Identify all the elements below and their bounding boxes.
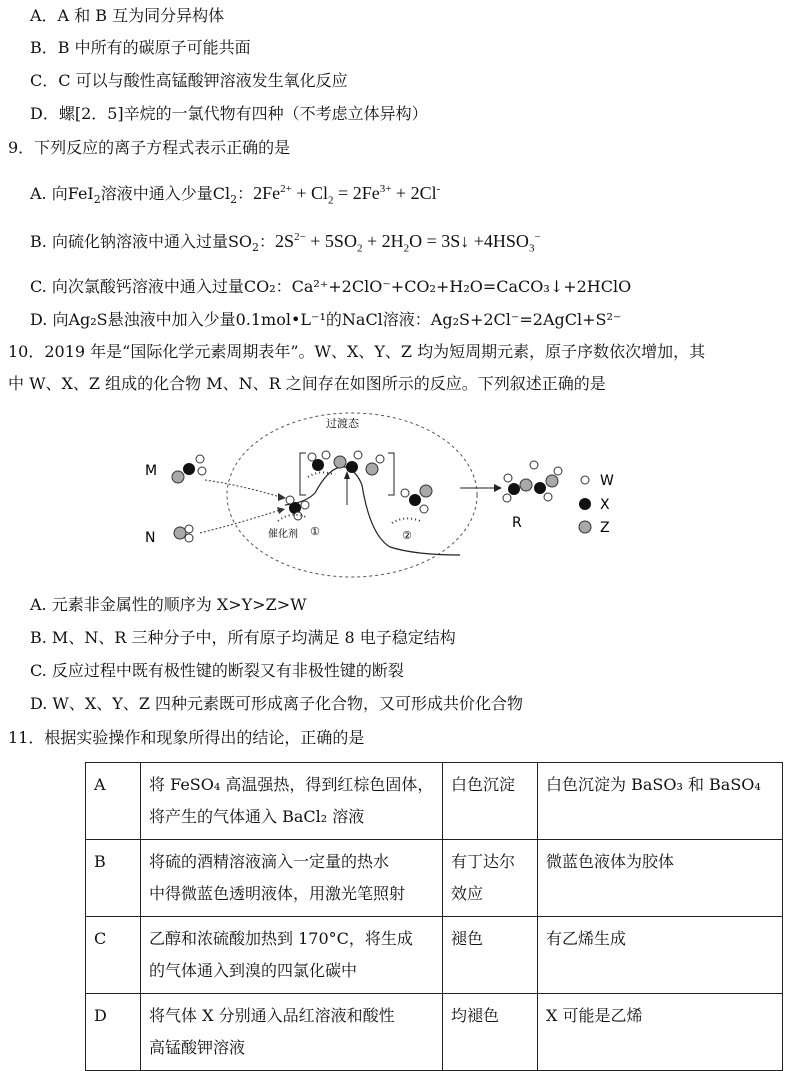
q10-option-b: B. M、N、R 三种分子中，所有原子均满足 8 电子稳定结构	[30, 628, 456, 647]
experiment-table	[85, 762, 783, 1071]
legend	[579, 473, 614, 536]
q10-stem-line1: 10．2019 年是“国际化学元素周期表年”。W、X、Y、Z 均为短周期元素，原子序数依次增加，其	[8, 342, 706, 361]
cell-conclusion: 微蓝色液体为胶体	[538, 840, 783, 917]
q9-equation-a: $2Fe^{2+} + Cl_2 = 2Fe^{3+} + 2Cl^-$	[253, 183, 441, 207]
q9-option-a: A. 向FeI$_2$溶液中通入少量$Cl_2$：$2Fe^{2+} + Cl_2 = 2Fe^{3+} + 2Cl^-$	[30, 183, 441, 207]
q10-option-a: A. 元素非金属性的顺序为 X>Y>Z>W	[30, 595, 307, 614]
q9-equation-b: $2S^{2-} + 5SO_2 + 2H_2O$ = 3S↓ $+4HSO_3^-$	[275, 231, 541, 255]
legend-w: W	[600, 473, 614, 489]
table-row	[86, 840, 783, 917]
cell-option: C	[86, 917, 141, 994]
catalyst-label: 催化剂	[268, 529, 298, 540]
q10-option-c: C. 反应过程中既有极性键的断裂又有非极性键的断裂	[30, 661, 404, 680]
table-row	[86, 917, 783, 994]
legend-z: Z	[600, 520, 610, 536]
q10-option-d: D. W、X、Y、Z 四种元素既可形成离子化合物，又可形成共价化合物	[30, 694, 524, 713]
cell-option: D	[86, 994, 141, 1071]
cell-phenomenon: 白色沉淀	[443, 763, 538, 840]
cell-operation: 将硫的酒精溶液滴入一定量的热水 中得微蓝色透明液体，用激光笔照射	[141, 840, 443, 917]
q9-option-b: B. 向硫化钠溶液中通入过量$SO_2$：$2S^{2-} + 5SO_2 + 2H_2O$ = 3S↓ $+4HSO_3^-$	[30, 231, 541, 255]
label-n: N	[145, 530, 156, 546]
transition-state-label: 过渡态	[326, 417, 359, 430]
reaction-diagram	[130, 405, 650, 585]
cell-option: A	[86, 763, 141, 840]
cell-operation: 乙醇和浓硫酸加热到 170°C，将生成 的气体通入到溴的四氯化碳中	[141, 917, 443, 994]
q8-option-d: D．螺[2．5]辛烷的一氯代物有四种（不考虑立体异构）	[30, 104, 428, 123]
q9-option-c: C. 向次氯酸钙溶液中通入过量CO₂：Ca²⁺+2ClO⁻+CO₂+H₂O=CaCO₃↓+2HClO	[30, 277, 632, 296]
cell-option: B	[86, 840, 141, 917]
q8-option-b: B．B 中所有的碳原子可能共面	[30, 38, 251, 57]
q9-stem: 9．下列反应的离子方程式表示正确的是	[8, 138, 291, 157]
cell-conclusion: 有乙烯生成	[538, 917, 783, 994]
label-r: R	[512, 515, 522, 531]
cell-phenomenon: 有丁达尔 效应	[443, 840, 538, 917]
step1-label: ①	[310, 525, 320, 538]
q10-stem-line2: 中 W、X、Z 组成的化合物 M、N、R 之间存在如图所示的反应。下列叙述正确的是	[8, 374, 606, 393]
cell-conclusion: X 可能是乙烯	[538, 994, 783, 1071]
cell-phenomenon: 均褪色	[443, 994, 538, 1071]
q11-stem: 11．根据实验操作和现象所得出的结论，正确的是	[8, 728, 365, 747]
cell-phenomenon: 褪色	[443, 917, 538, 994]
q8-option-c: C．C 可以与酸性高锰酸钾溶液发生氧化反应	[30, 71, 348, 90]
q8-option-a: A．A 和 B 互为同分异构体	[30, 6, 225, 25]
step2-label: ②	[402, 529, 412, 542]
table-row	[86, 763, 783, 840]
cell-operation: 将 FeSO₄ 高温强热，得到红棕色固体， 将产生的气体通入 BaCl₂ 溶液	[141, 763, 443, 840]
q9-option-d: D. 向Ag₂S悬浊液中加入少量0.1mol•L⁻¹的NaCl溶液：Ag₂S+2Cl⁻=2AgCl+S²⁻	[30, 310, 622, 329]
cell-operation: 将气体 X 分别通入品红溶液和酸性 高锰酸钾溶液	[141, 994, 443, 1071]
label-m: M	[145, 463, 158, 479]
legend-x: X	[600, 497, 610, 513]
cell-conclusion: 白色沉淀为 BaSO₃ 和 BaSO₄	[538, 763, 783, 840]
table-row	[86, 994, 783, 1071]
